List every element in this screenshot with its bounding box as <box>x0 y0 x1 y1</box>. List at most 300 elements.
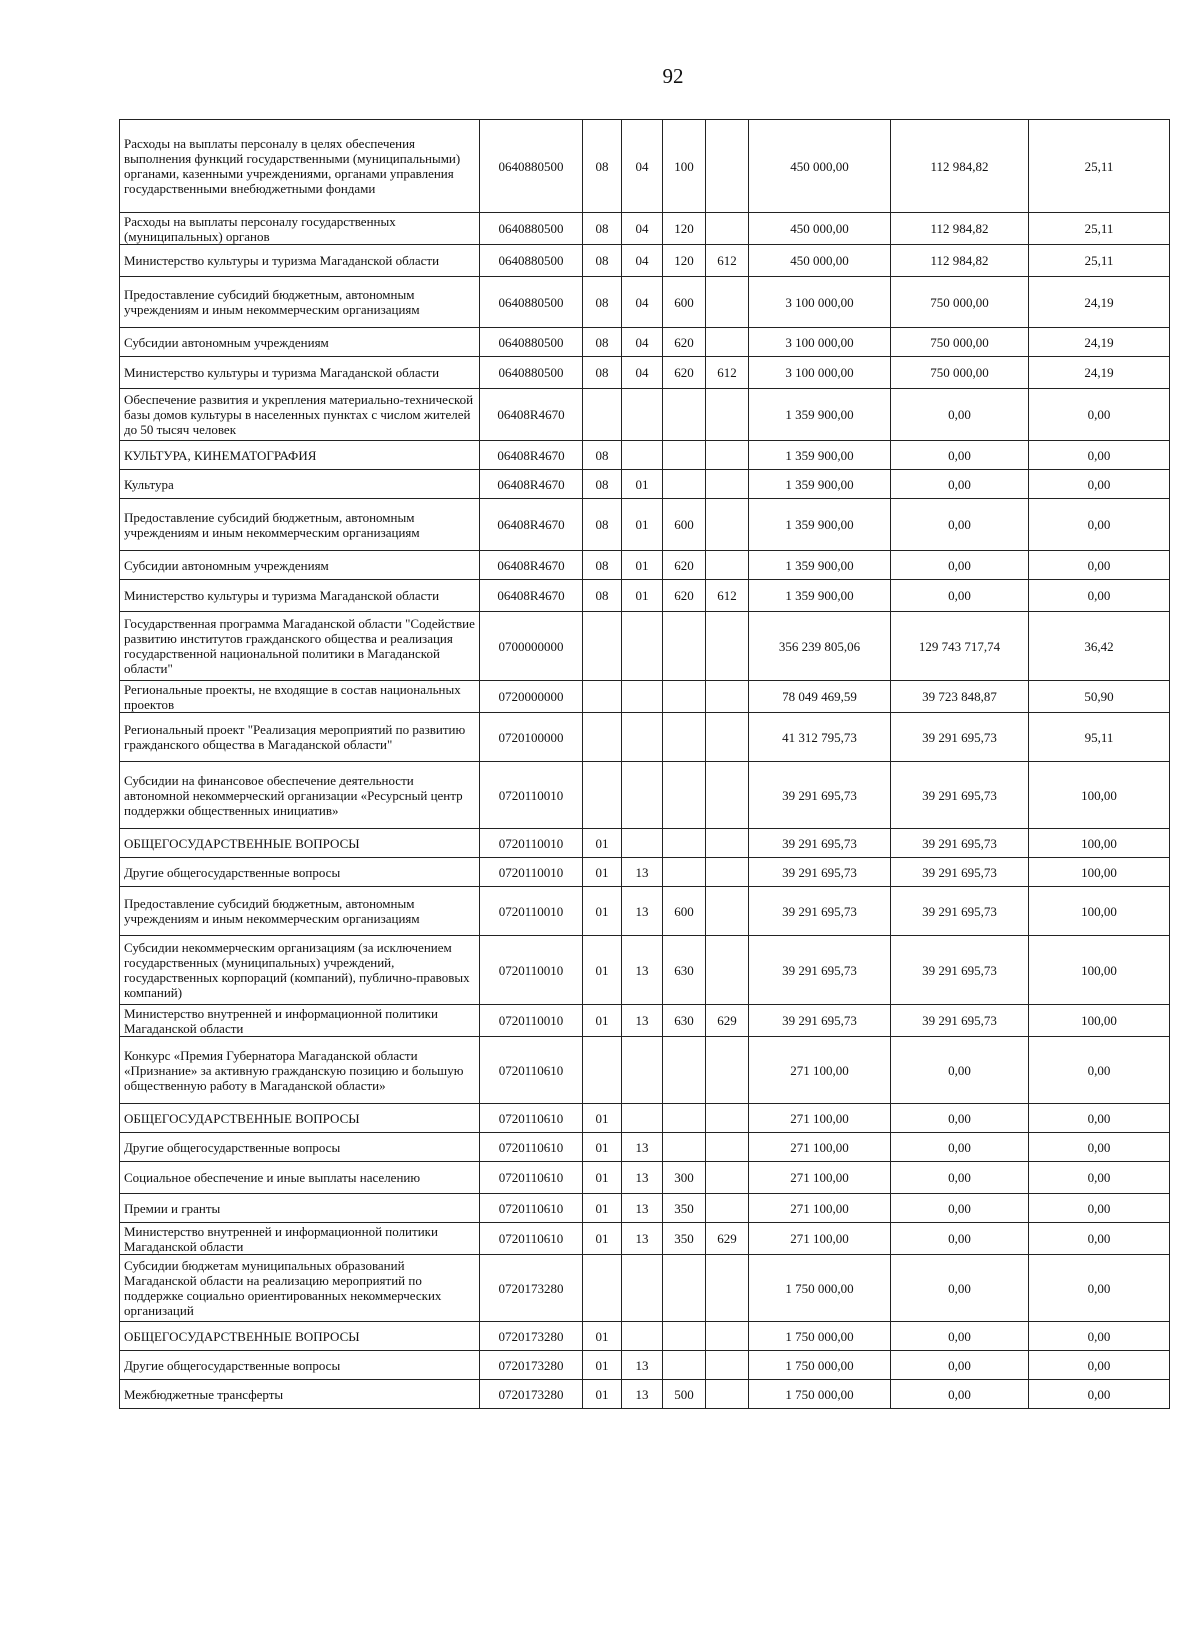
row-name: Конкурс «Премия Губернатора Магаданской области «Признание» за активную гражданскую позицию и большую общественную работу в Магаданской области» <box>120 1037 480 1104</box>
ministry-code <box>706 120 749 213</box>
section-code: 08 <box>583 580 622 612</box>
execution-percent: 0,00 <box>1029 1194 1170 1223</box>
table-row <box>120 328 1170 357</box>
ministry-code: 612 <box>706 357 749 389</box>
subsection-code: 04 <box>622 213 663 245</box>
ministry-code: 629 <box>706 1005 749 1037</box>
execution-percent: 25,11 <box>1029 245 1170 277</box>
planned-amount: 1 750 000,00 <box>749 1255 891 1322</box>
ministry-code: 629 <box>706 1223 749 1255</box>
table-row <box>120 1351 1170 1380</box>
table-row <box>120 612 1170 681</box>
expense-type-code: 600 <box>663 499 706 551</box>
table-row <box>120 580 1170 612</box>
planned-amount: 1 750 000,00 <box>749 1380 891 1409</box>
target-article-code: 0640880500 <box>480 277 583 328</box>
planned-amount: 39 291 695,73 <box>749 936 891 1005</box>
section-code: 01 <box>583 1133 622 1162</box>
executed-amount: 0,00 <box>891 551 1029 580</box>
table-row <box>120 1194 1170 1223</box>
expense-type-code <box>663 470 706 499</box>
table-row <box>120 1255 1170 1322</box>
subsection-code <box>622 713 663 762</box>
execution-percent: 0,00 <box>1029 1133 1170 1162</box>
planned-amount: 1 359 900,00 <box>749 580 891 612</box>
planned-amount: 356 239 805,06 <box>749 612 891 681</box>
execution-percent: 100,00 <box>1029 829 1170 858</box>
executed-amount: 0,00 <box>891 1255 1029 1322</box>
table-row <box>120 120 1170 213</box>
row-name: Министерство культуры и туризма Магаданской области <box>120 357 480 389</box>
table-row <box>120 713 1170 762</box>
planned-amount: 3 100 000,00 <box>749 277 891 328</box>
execution-percent: 0,00 <box>1029 1351 1170 1380</box>
executed-amount: 39 291 695,73 <box>891 858 1029 887</box>
section-code: 08 <box>583 441 622 470</box>
expense-type-code: 300 <box>663 1162 706 1194</box>
expense-type-code: 630 <box>663 1005 706 1037</box>
expense-type-code: 350 <box>663 1194 706 1223</box>
row-name: Субсидии автономным учреждениям <box>120 328 480 357</box>
ministry-code: 612 <box>706 580 749 612</box>
subsection-code <box>622 1322 663 1351</box>
execution-percent: 0,00 <box>1029 551 1170 580</box>
ministry-code <box>706 1380 749 1409</box>
ministry-code <box>706 681 749 713</box>
subsection-code: 13 <box>622 936 663 1005</box>
budget-table <box>119 119 1170 1409</box>
execution-percent: 0,00 <box>1029 1104 1170 1133</box>
planned-amount: 41 312 795,73 <box>749 713 891 762</box>
subsection-code: 01 <box>622 580 663 612</box>
row-name: Министерство внутренней и информационной политики Магаданской области <box>120 1005 480 1037</box>
executed-amount: 0,00 <box>891 1194 1029 1223</box>
ministry-code <box>706 277 749 328</box>
ministry-code <box>706 1133 749 1162</box>
expense-type-code <box>663 441 706 470</box>
section-code: 01 <box>583 829 622 858</box>
row-name: Предоставление субсидий бюджетным, автономным учреждениям и иным некоммерческим организациям <box>120 887 480 936</box>
expense-type-code: 620 <box>663 551 706 580</box>
table-row <box>120 1223 1170 1255</box>
planned-amount: 39 291 695,73 <box>749 887 891 936</box>
expense-type-code: 120 <box>663 245 706 277</box>
subsection-code <box>622 1255 663 1322</box>
subsection-code: 01 <box>622 499 663 551</box>
planned-amount: 3 100 000,00 <box>749 357 891 389</box>
execution-percent: 36,42 <box>1029 612 1170 681</box>
expense-type-code <box>663 1322 706 1351</box>
table-row <box>120 389 1170 441</box>
subsection-code: 04 <box>622 277 663 328</box>
section-code: 08 <box>583 470 622 499</box>
table-row <box>120 1005 1170 1037</box>
execution-percent: 0,00 <box>1029 1255 1170 1322</box>
ministry-code <box>706 1255 749 1322</box>
subsection-code: 13 <box>622 858 663 887</box>
executed-amount: 0,00 <box>891 441 1029 470</box>
table-row <box>120 1133 1170 1162</box>
row-name: Министерство культуры и туризма Магаданской области <box>120 580 480 612</box>
planned-amount: 1 750 000,00 <box>749 1351 891 1380</box>
target-article-code: 0720110010 <box>480 829 583 858</box>
section-code: 01 <box>583 1104 622 1133</box>
row-name: КУЛЬТУРА, КИНЕМАТОГРАФИЯ <box>120 441 480 470</box>
row-name: Предоставление субсидий бюджетным, автономным учреждениям и иным некоммерческим организациям <box>120 499 480 551</box>
expense-type-code <box>663 762 706 829</box>
section-code <box>583 1255 622 1322</box>
row-name: Обеспечение развития и укрепления материально-технической базы домов культуры в населенных пунктах с числом жителей до 50 тысяч человек <box>120 389 480 441</box>
executed-amount: 129 743 717,74 <box>891 612 1029 681</box>
expense-type-code: 100 <box>663 120 706 213</box>
subsection-code <box>622 612 663 681</box>
executed-amount: 39 291 695,73 <box>891 762 1029 829</box>
execution-percent: 0,00 <box>1029 580 1170 612</box>
planned-amount: 450 000,00 <box>749 245 891 277</box>
expense-type-code <box>663 389 706 441</box>
execution-percent: 100,00 <box>1029 858 1170 887</box>
planned-amount: 450 000,00 <box>749 120 891 213</box>
target-article-code: 0720110010 <box>480 1005 583 1037</box>
target-article-code: 0720110010 <box>480 936 583 1005</box>
execution-percent: 100,00 <box>1029 936 1170 1005</box>
table-row <box>120 829 1170 858</box>
execution-percent: 24,19 <box>1029 277 1170 328</box>
expense-type-code: 620 <box>663 328 706 357</box>
table-row <box>120 245 1170 277</box>
execution-percent: 24,19 <box>1029 357 1170 389</box>
target-article-code: 0720110610 <box>480 1162 583 1194</box>
expense-type-code <box>663 858 706 887</box>
row-name: Министерство культуры и туризма Магаданской области <box>120 245 480 277</box>
section-code: 08 <box>583 277 622 328</box>
row-name: Министерство внутренней и информационной политики Магаданской области <box>120 1223 480 1255</box>
target-article-code: 06408R4670 <box>480 499 583 551</box>
table-row <box>120 551 1170 580</box>
executed-amount: 750 000,00 <box>891 357 1029 389</box>
execution-percent: 0,00 <box>1029 389 1170 441</box>
subsection-code: 04 <box>622 328 663 357</box>
row-name: ОБЩЕГОСУДАРСТВЕННЫЕ ВОПРОСЫ <box>120 1322 480 1351</box>
row-name: Государственная программа Магаданской области "Содействие развитию институтов гражданского общества и реализация государственной национальной политики в Магаданской области" <box>120 612 480 681</box>
planned-amount: 271 100,00 <box>749 1223 891 1255</box>
target-article-code: 0720173280 <box>480 1322 583 1351</box>
execution-percent: 0,00 <box>1029 1380 1170 1409</box>
section-code: 08 <box>583 245 622 277</box>
subsection-code: 01 <box>622 551 663 580</box>
expense-type-code: 620 <box>663 357 706 389</box>
planned-amount: 1 359 900,00 <box>749 389 891 441</box>
section-code <box>583 612 622 681</box>
expense-type-code: 600 <box>663 277 706 328</box>
target-article-code: 06408R4670 <box>480 441 583 470</box>
row-name: Расходы на выплаты персоналу в целях обеспечения выполнения функций государственными (муниципальными) органами, казенными учреждениями, органами управления государственными внебюджетными фондами <box>120 120 480 213</box>
execution-percent: 0,00 <box>1029 499 1170 551</box>
section-code <box>583 681 622 713</box>
row-name: Предоставление субсидий бюджетным, автономным учреждениям и иным некоммерческим организациям <box>120 277 480 328</box>
target-article-code: 0720110610 <box>480 1037 583 1104</box>
ministry-code <box>706 441 749 470</box>
table-row <box>120 681 1170 713</box>
ministry-code <box>706 1162 749 1194</box>
ministry-code <box>706 389 749 441</box>
subsection-code <box>622 681 663 713</box>
table-row <box>120 858 1170 887</box>
expense-type-code <box>663 1351 706 1380</box>
executed-amount: 0,00 <box>891 1104 1029 1133</box>
planned-amount: 3 100 000,00 <box>749 328 891 357</box>
planned-amount: 39 291 695,73 <box>749 1005 891 1037</box>
execution-percent: 25,11 <box>1029 213 1170 245</box>
target-article-code: 06408R4670 <box>480 580 583 612</box>
executed-amount: 0,00 <box>891 1351 1029 1380</box>
expense-type-code: 120 <box>663 213 706 245</box>
section-code: 01 <box>583 1223 622 1255</box>
section-code <box>583 762 622 829</box>
section-code: 01 <box>583 1380 622 1409</box>
execution-percent: 25,11 <box>1029 120 1170 213</box>
target-article-code: 06408R4670 <box>480 470 583 499</box>
subsection-code: 04 <box>622 245 663 277</box>
table-row <box>120 213 1170 245</box>
subsection-code <box>622 389 663 441</box>
subsection-code <box>622 829 663 858</box>
subsection-code: 13 <box>622 1005 663 1037</box>
expense-type-code: 630 <box>663 936 706 1005</box>
ministry-code <box>706 1037 749 1104</box>
subsection-code <box>622 762 663 829</box>
row-name: Другие общегосударственные вопросы <box>120 1351 480 1380</box>
section-code: 01 <box>583 1322 622 1351</box>
subsection-code: 13 <box>622 1380 663 1409</box>
target-article-code: 06408R4670 <box>480 389 583 441</box>
table-row <box>120 277 1170 328</box>
ministry-code: 612 <box>706 245 749 277</box>
executed-amount: 0,00 <box>891 1380 1029 1409</box>
planned-amount: 1 359 900,00 <box>749 499 891 551</box>
section-code <box>583 1037 622 1104</box>
target-article-code: 06408R4670 <box>480 551 583 580</box>
section-code: 01 <box>583 1351 622 1380</box>
expense-type-code <box>663 1133 706 1162</box>
subsection-code: 13 <box>622 887 663 936</box>
executed-amount: 0,00 <box>891 1322 1029 1351</box>
subsection-code: 04 <box>622 357 663 389</box>
target-article-code: 0640880500 <box>480 213 583 245</box>
ministry-code <box>706 1322 749 1351</box>
section-code <box>583 713 622 762</box>
subsection-code: 13 <box>622 1351 663 1380</box>
ministry-code <box>706 470 749 499</box>
executed-amount: 39 291 695,73 <box>891 936 1029 1005</box>
execution-percent: 0,00 <box>1029 470 1170 499</box>
execution-percent: 24,19 <box>1029 328 1170 357</box>
section-code: 08 <box>583 120 622 213</box>
execution-percent: 100,00 <box>1029 887 1170 936</box>
row-name: Другие общегосударственные вопросы <box>120 858 480 887</box>
planned-amount: 39 291 695,73 <box>749 858 891 887</box>
executed-amount: 39 291 695,73 <box>891 1005 1029 1037</box>
executed-amount: 0,00 <box>891 1223 1029 1255</box>
row-name: Региональные проекты, не входящие в состав национальных проектов <box>120 681 480 713</box>
target-article-code: 0720110610 <box>480 1194 583 1223</box>
table-row <box>120 1104 1170 1133</box>
expense-type-code: 500 <box>663 1380 706 1409</box>
planned-amount: 1 359 900,00 <box>749 441 891 470</box>
expense-type-code <box>663 1037 706 1104</box>
planned-amount: 39 291 695,73 <box>749 762 891 829</box>
section-code: 01 <box>583 858 622 887</box>
subsection-code: 13 <box>622 1223 663 1255</box>
planned-amount: 450 000,00 <box>749 213 891 245</box>
executed-amount: 112 984,82 <box>891 245 1029 277</box>
section-code: 01 <box>583 1005 622 1037</box>
ministry-code <box>706 1351 749 1380</box>
section-code: 01 <box>583 887 622 936</box>
executed-amount: 39 723 848,87 <box>891 681 1029 713</box>
table-row <box>120 887 1170 936</box>
ministry-code <box>706 328 749 357</box>
expense-type-code <box>663 713 706 762</box>
planned-amount: 271 100,00 <box>749 1104 891 1133</box>
executed-amount: 39 291 695,73 <box>891 887 1029 936</box>
section-code: 08 <box>583 357 622 389</box>
expense-type-code: 350 <box>663 1223 706 1255</box>
executed-amount: 39 291 695,73 <box>891 829 1029 858</box>
executed-amount: 0,00 <box>891 1037 1029 1104</box>
execution-percent: 0,00 <box>1029 1322 1170 1351</box>
ministry-code <box>706 1104 749 1133</box>
expense-type-code <box>663 681 706 713</box>
planned-amount: 271 100,00 <box>749 1133 891 1162</box>
page-number: 92 <box>662 64 684 88</box>
row-name: Региональный проект "Реализация мероприятий по развитию гражданского общества в Магаданской области" <box>120 713 480 762</box>
target-article-code: 0640880500 <box>480 328 583 357</box>
executed-amount: 0,00 <box>891 389 1029 441</box>
section-code: 08 <box>583 213 622 245</box>
ministry-code <box>706 762 749 829</box>
section-code: 08 <box>583 328 622 357</box>
expense-type-code: 620 <box>663 580 706 612</box>
target-article-code: 0720173280 <box>480 1255 583 1322</box>
planned-amount: 39 291 695,73 <box>749 829 891 858</box>
ministry-code <box>706 829 749 858</box>
planned-amount: 271 100,00 <box>749 1037 891 1104</box>
target-article-code: 0640880500 <box>480 245 583 277</box>
ministry-code <box>706 213 749 245</box>
subsection-code: 13 <box>622 1133 663 1162</box>
target-article-code: 0720110010 <box>480 887 583 936</box>
row-name: Субсидии автономным учреждениям <box>120 551 480 580</box>
planned-amount: 1 359 900,00 <box>749 470 891 499</box>
row-name: Межбюджетные трансферты <box>120 1380 480 1409</box>
row-name: Расходы на выплаты персоналу государственных (муниципальных) органов <box>120 213 480 245</box>
execution-percent: 0,00 <box>1029 1223 1170 1255</box>
section-code: 08 <box>583 551 622 580</box>
table-row <box>120 357 1170 389</box>
target-article-code: 0720110610 <box>480 1223 583 1255</box>
expense-type-code <box>663 1104 706 1133</box>
executed-amount: 0,00 <box>891 580 1029 612</box>
target-article-code: 0720110610 <box>480 1104 583 1133</box>
table-row <box>120 1037 1170 1104</box>
subsection-code: 13 <box>622 1162 663 1194</box>
expense-type-code: 600 <box>663 887 706 936</box>
table-body <box>120 120 1170 1409</box>
ministry-code <box>706 887 749 936</box>
target-article-code: 0720100000 <box>480 713 583 762</box>
subsection-code: 04 <box>622 120 663 213</box>
target-article-code: 0720173280 <box>480 1380 583 1409</box>
section-code: 01 <box>583 1162 622 1194</box>
planned-amount: 78 049 469,59 <box>749 681 891 713</box>
row-name: ОБЩЕГОСУДАРСТВЕННЫЕ ВОПРОСЫ <box>120 829 480 858</box>
table-row <box>120 1162 1170 1194</box>
table-row <box>120 1380 1170 1409</box>
expense-type-code <box>663 829 706 858</box>
subsection-code <box>622 1037 663 1104</box>
row-name: Другие общегосударственные вопросы <box>120 1133 480 1162</box>
row-name: Субсидии бюджетам муниципальных образований Магаданской области на реализацию мероприятий по поддержке социально ориентированных некоммерческих организаций <box>120 1255 480 1322</box>
section-code: 01 <box>583 936 622 1005</box>
target-article-code: 0720110010 <box>480 762 583 829</box>
table-row <box>120 1322 1170 1351</box>
table-row <box>120 762 1170 829</box>
ministry-code <box>706 936 749 1005</box>
planned-amount: 1 359 900,00 <box>749 551 891 580</box>
ministry-code <box>706 1194 749 1223</box>
subsection-code: 01 <box>622 470 663 499</box>
expense-type-code <box>663 1255 706 1322</box>
row-name: Субсидии некоммерческим организациям (за исключением государственных (муниципальных) учреждений, государственных корпораций (компаний), публично-правовых компаний) <box>120 936 480 1005</box>
executed-amount: 750 000,00 <box>891 328 1029 357</box>
target-article-code: 0640880500 <box>480 120 583 213</box>
target-article-code: 0700000000 <box>480 612 583 681</box>
executed-amount: 112 984,82 <box>891 213 1029 245</box>
target-article-code: 0720110010 <box>480 858 583 887</box>
execution-percent: 0,00 <box>1029 1162 1170 1194</box>
table-row <box>120 936 1170 1005</box>
target-article-code: 0640880500 <box>480 357 583 389</box>
table-row <box>120 441 1170 470</box>
planned-amount: 1 750 000,00 <box>749 1322 891 1351</box>
execution-percent: 0,00 <box>1029 441 1170 470</box>
row-name: ОБЩЕГОСУДАРСТВЕННЫЕ ВОПРОСЫ <box>120 1104 480 1133</box>
executed-amount: 750 000,00 <box>891 277 1029 328</box>
executed-amount: 0,00 <box>891 1133 1029 1162</box>
row-name: Премии и гранты <box>120 1194 480 1223</box>
row-name: Субсидии на финансовое обеспечение деятельности автономной некоммерческий организации «Ресурсный центр поддержки общественных инициатив» <box>120 762 480 829</box>
execution-percent: 100,00 <box>1029 762 1170 829</box>
planned-amount: 271 100,00 <box>749 1162 891 1194</box>
execution-percent: 50,90 <box>1029 681 1170 713</box>
target-article-code: 0720110610 <box>480 1133 583 1162</box>
ministry-code <box>706 858 749 887</box>
subsection-code: 13 <box>622 1194 663 1223</box>
target-article-code: 0720000000 <box>480 681 583 713</box>
subsection-code <box>622 1104 663 1133</box>
execution-percent: 0,00 <box>1029 1037 1170 1104</box>
table-row <box>120 499 1170 551</box>
target-article-code: 0720173280 <box>480 1351 583 1380</box>
executed-amount: 112 984,82 <box>891 120 1029 213</box>
table-row <box>120 470 1170 499</box>
ministry-code <box>706 499 749 551</box>
executed-amount: 39 291 695,73 <box>891 713 1029 762</box>
execution-percent: 95,11 <box>1029 713 1170 762</box>
ministry-code <box>706 713 749 762</box>
executed-amount: 0,00 <box>891 499 1029 551</box>
